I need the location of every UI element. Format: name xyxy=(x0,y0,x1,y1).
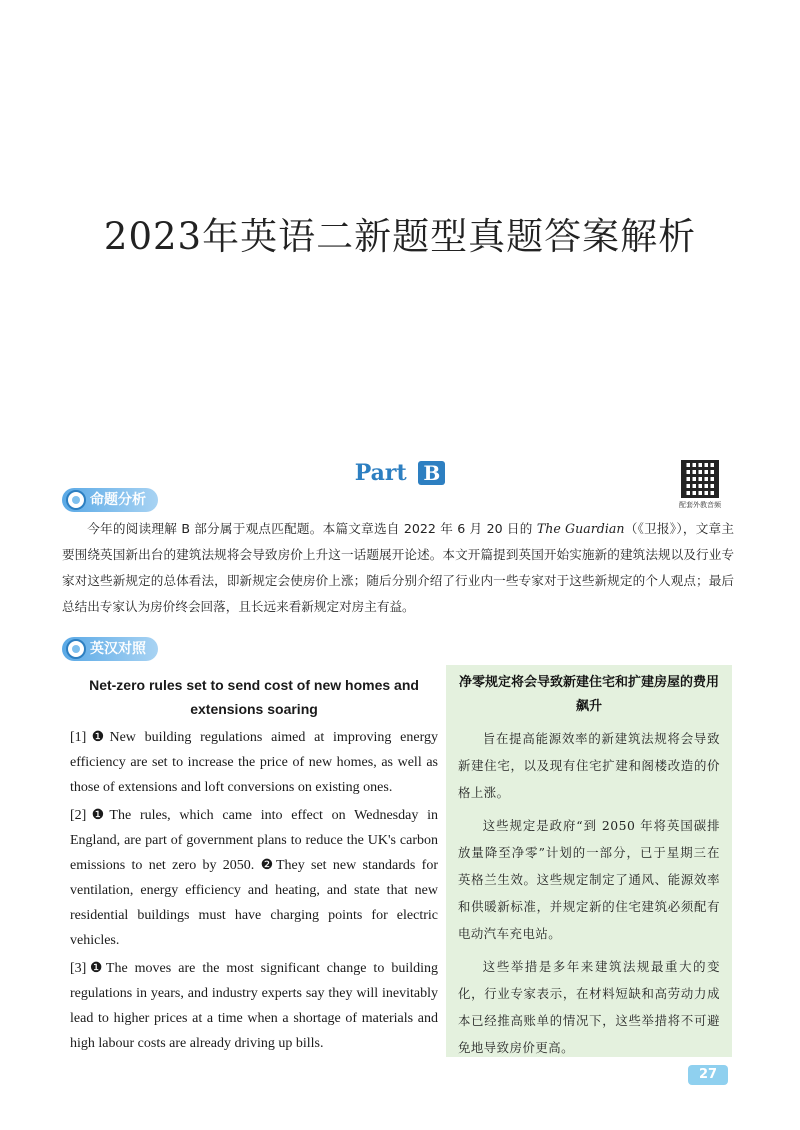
qr-block xyxy=(678,460,722,510)
analysis-badge xyxy=(62,488,158,512)
magnifier-icon xyxy=(66,639,86,659)
chinese-translation-box xyxy=(446,665,732,1057)
english-paragraph: [3]❶The moves are the most significant change to building regulations in years, and industry experts say they will inevitably lead to higher prices at a time when a shortage of materials and high labour costs are already driving up bills. xyxy=(70,961,438,1051)
part-label: Part xyxy=(354,460,407,486)
source-name: The Guardian xyxy=(536,521,625,536)
chinese-paragraph: 这些举措是多年来建筑法规最重大的变化，行业专家表示，在材料短缺和高劳动力成本已经推高账单的情况下，这些举措将不可避免地导致房价更高。 xyxy=(458,959,720,1055)
qr-caption: 配套外教音频 xyxy=(679,501,721,509)
page-title: 2023年英语二新题型真题答案解析 xyxy=(103,215,697,258)
analysis-badge-label: 命题分析 xyxy=(90,492,146,508)
bilingual-badge-label: 英汉对照 xyxy=(90,641,146,657)
chinese-paragraph: 旨在提高能源效率的新建筑法规将会导致新建住宅，以及现有住宅扩建和阁楼改造的价格上涨。 xyxy=(458,731,720,800)
english-paragraph: [1]❶New building regulations aimed at improving energy efficiency are set to increase the price of new homes, as well as those of extensions and loft conversions on existing ones. xyxy=(70,730,438,795)
page-number: 27 xyxy=(688,1065,728,1085)
chinese-title: 净零规定将会导致新建住宅和扩建房屋的费用飙升 xyxy=(458,675,719,714)
english-paragraph: [2]❶The rules, which came into effect on Wednesday in England, are part of government plans to reduce the UK's carbon emissions to net zero by 2050. ❷They set new standards for ventilation, energy efficiency and heating, and state that new residential buildings must have charging points for electric vehicles. xyxy=(70,808,438,948)
magnifier-icon xyxy=(66,490,86,510)
english-title: Net-zero rules set to send cost of new homes and extensions soaring xyxy=(89,677,419,717)
qr-code-icon[interactable] xyxy=(681,460,719,498)
bilingual-badge xyxy=(62,637,158,661)
analysis-paragraph: 今年的阅读理解 B 部分属于观点匹配题。本篇文章选自 2022 年 6 月 20 日的 The Guardian（《卫报》），文章主要围绕英国新出台的建筑法规将会导致房价上升这一话题展开论述。本文开篇提到英国开始实施新的建筑法规以及行业专家对这些新规定的总体看法，即新规定会使房价上涨；随后分别介绍了行业内一些专家对于这些新规定的个人观点；最后总结出专家认为房价终会回落，且长远来看新规定对房主有益。 xyxy=(62,521,734,614)
chinese-paragraph: 这些规定是政府“到 2050 年将英国碳排放量降至净零”计划的一部分，已于星期三在英格兰生效。这些规定制定了通风、能源效率和供暖新标准，并规定新的住宅建筑必须配有电动汽车充电站。 xyxy=(458,818,720,941)
english-column xyxy=(70,673,438,1059)
part-letter: B xyxy=(418,461,445,485)
